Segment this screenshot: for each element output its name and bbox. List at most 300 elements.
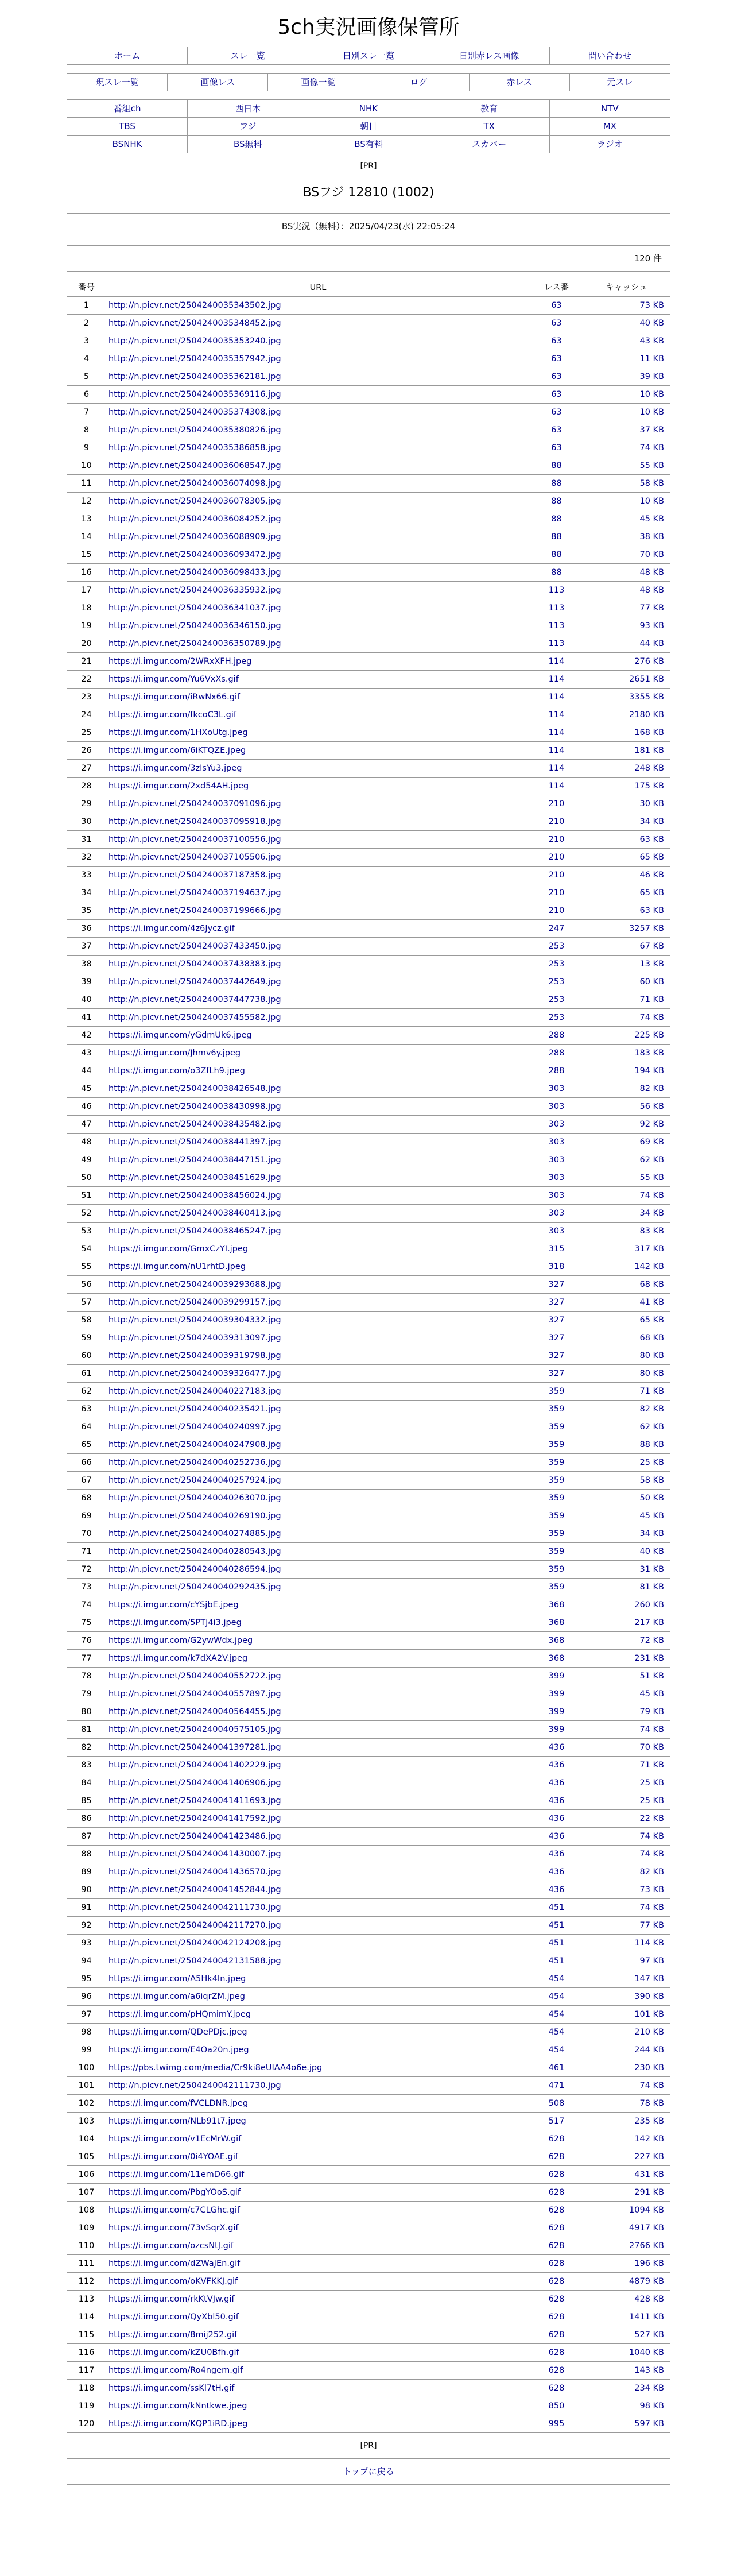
res-number-link[interactable]: 210 xyxy=(548,853,565,862)
cache-size-link[interactable]: 77 KB xyxy=(639,604,664,613)
image-url-link[interactable]: http://n.picvr.net/2504240041402229.jpg xyxy=(108,1761,281,1770)
image-url-link[interactable]: http://n.picvr.net/2504240038426548.jpg xyxy=(108,1084,281,1093)
image-url-link[interactable]: http://n.picvr.net/2504240036098433.jpg xyxy=(108,568,281,577)
res-number-link[interactable]: 63 xyxy=(551,390,562,399)
res-number-link[interactable]: 303 xyxy=(548,1120,565,1129)
image-url-link[interactable]: https://i.imgur.com/kNntkwe.jpeg xyxy=(108,2401,247,2411)
res-number-link[interactable]: 114 xyxy=(548,657,565,666)
image-url-link[interactable]: http://n.picvr.net/2504240040252736.jpg xyxy=(108,1458,281,1467)
res-number-link[interactable]: 210 xyxy=(548,835,565,844)
cache-size-link[interactable]: 22 KB xyxy=(639,1814,664,1823)
cache-size-link[interactable]: 74 KB xyxy=(639,1903,664,1912)
image-url-link[interactable]: https://i.imgur.com/6iKTQZE.jpeg xyxy=(108,746,246,755)
cache-size-link[interactable]: 10 KB xyxy=(639,390,664,399)
nav-link-BSNHK[interactable]: BSNHK xyxy=(112,139,142,149)
image-url-link[interactable]: http://n.picvr.net/2504240036068547.jpg xyxy=(108,461,281,470)
res-number-link[interactable]: 88 xyxy=(551,461,562,470)
cache-size-link[interactable]: 527 KB xyxy=(634,2330,664,2339)
image-url-link[interactable]: https://i.imgur.com/Ro4ngem.gif xyxy=(108,2366,243,2375)
image-url-link[interactable]: http://n.picvr.net/2504240036078305.jpg xyxy=(108,497,281,506)
nav-link-BS無料[interactable]: BS無料 xyxy=(234,139,262,149)
cache-size-link[interactable]: 168 KB xyxy=(634,728,664,737)
nav-link-ホーム[interactable]: ホーム xyxy=(114,51,141,61)
cache-size-link[interactable]: 82 KB xyxy=(639,1405,664,1414)
res-number-link[interactable]: 63 xyxy=(551,443,562,452)
image-url-link[interactable]: http://n.picvr.net/2504240038451629.jpg xyxy=(108,1173,281,1182)
cache-size-link[interactable]: 43 KB xyxy=(639,336,664,346)
image-url-link[interactable]: http://n.picvr.net/2504240036341037.jpg xyxy=(108,604,281,613)
cache-size-link[interactable]: 65 KB xyxy=(639,888,664,898)
image-url-link[interactable]: https://i.imgur.com/KQP1iRD.jpeg xyxy=(108,2419,248,2428)
res-number-link[interactable]: 454 xyxy=(548,2028,565,2037)
image-url-link[interactable]: http://n.picvr.net/2504240039293688.jpg xyxy=(108,1280,281,1289)
res-number-link[interactable]: 359 xyxy=(548,1529,565,1538)
res-number-link[interactable]: 850 xyxy=(548,2401,565,2411)
image-url-link[interactable]: https://i.imgur.com/GmxCzYI.jpeg xyxy=(108,1244,249,1254)
image-url-link[interactable]: https://i.imgur.com/QDePDjc.jpeg xyxy=(108,2028,247,2037)
image-url-link[interactable]: http://n.picvr.net/2504240041406906.jpg xyxy=(108,1778,281,1788)
res-number-link[interactable]: 368 xyxy=(548,1618,565,1627)
res-number-link[interactable]: 451 xyxy=(548,1939,565,1948)
nav-link-ログ[interactable]: ログ xyxy=(410,77,428,87)
image-url-link[interactable]: http://n.picvr.net/2504240038460413.jpg xyxy=(108,1209,281,1218)
image-url-link[interactable]: https://i.imgur.com/11emD66.gif xyxy=(108,2170,245,2179)
cache-size-link[interactable]: 74 KB xyxy=(639,2081,664,2090)
image-url-link[interactable]: http://n.picvr.net/2504240040286594.jpg xyxy=(108,1565,281,1574)
image-url-link[interactable]: https://i.imgur.com/PbgYOoS.gif xyxy=(108,2188,241,2197)
nav-link-TX[interactable]: TX xyxy=(483,121,495,131)
cache-size-link[interactable]: 101 KB xyxy=(634,2010,664,2019)
cache-size-link[interactable]: 62 KB xyxy=(639,1155,664,1165)
res-number-link[interactable]: 303 xyxy=(548,1138,565,1147)
res-number-link[interactable]: 471 xyxy=(548,2081,565,2090)
cache-size-link[interactable]: 58 KB xyxy=(639,1476,664,1485)
image-url-link[interactable]: http://n.picvr.net/2504240040269190.jpg xyxy=(108,1511,281,1521)
image-url-link[interactable]: http://n.picvr.net/2504240039304332.jpg xyxy=(108,1316,281,1325)
image-url-link[interactable]: http://n.picvr.net/2504240036335932.jpg xyxy=(108,586,281,595)
res-number-link[interactable]: 210 xyxy=(548,871,565,880)
image-url-link[interactable]: http://n.picvr.net/2504240035380826.jpg xyxy=(108,426,281,435)
image-url-link[interactable]: http://n.picvr.net/2504240037199666.jpg xyxy=(108,906,281,915)
res-number-link[interactable]: 451 xyxy=(548,1956,565,1966)
cache-size-link[interactable]: 70 KB xyxy=(639,1743,664,1752)
cache-size-link[interactable]: 2180 KB xyxy=(629,710,664,720)
image-url-link[interactable]: http://n.picvr.net/2504240040292435.jpg xyxy=(108,1583,281,1592)
nav-link-スカパー[interactable]: スカパー xyxy=(472,139,507,149)
cache-size-link[interactable]: 431 KB xyxy=(634,2170,664,2179)
res-number-link[interactable]: 359 xyxy=(548,1476,565,1485)
image-url-link[interactable]: https://i.imgur.com/73vSqrX.gif xyxy=(108,2223,239,2233)
cache-size-link[interactable]: 58 KB xyxy=(639,479,664,488)
res-number-link[interactable]: 359 xyxy=(548,1422,565,1432)
image-url-link[interactable]: http://n.picvr.net/2504240037187358.jpg xyxy=(108,871,281,880)
cache-size-link[interactable]: 69 KB xyxy=(639,1138,664,1147)
image-url-link[interactable]: http://n.picvr.net/2504240037100556.jpg xyxy=(108,835,281,844)
cache-size-link[interactable]: 244 KB xyxy=(634,2045,664,2055)
cache-size-link[interactable]: 230 KB xyxy=(634,2063,664,2072)
res-number-link[interactable]: 303 xyxy=(548,1102,565,1111)
image-url-link[interactable]: http://n.picvr.net/2504240041397281.jpg xyxy=(108,1743,281,1752)
image-url-link[interactable]: http://n.picvr.net/2504240040235421.jpg xyxy=(108,1405,281,1414)
image-url-link[interactable]: http://n.picvr.net/2504240035374308.jpg xyxy=(108,408,281,417)
res-number-link[interactable]: 113 xyxy=(548,604,565,613)
res-number-link[interactable]: 88 xyxy=(551,568,562,577)
cache-size-link[interactable]: 38 KB xyxy=(639,532,664,541)
cache-size-link[interactable]: 83 KB xyxy=(639,1227,664,1236)
cache-size-link[interactable]: 60 KB xyxy=(639,977,664,987)
image-url-link[interactable]: https://i.imgur.com/5PTJ4i3.jpeg xyxy=(108,1618,242,1627)
nav-link-MX[interactable]: MX xyxy=(603,121,616,131)
image-url-link[interactable]: http://n.picvr.net/2504240035386858.jpg xyxy=(108,443,281,452)
res-number-link[interactable]: 303 xyxy=(548,1155,565,1165)
image-url-link[interactable]: http://n.picvr.net/2504240035343502.jpg xyxy=(108,301,281,310)
res-number-link[interactable]: 628 xyxy=(548,2206,565,2215)
image-url-link[interactable]: http://n.picvr.net/2504240037442649.jpg xyxy=(108,977,281,987)
cache-size-link[interactable]: 1411 KB xyxy=(629,2312,664,2322)
res-number-link[interactable]: 436 xyxy=(548,1796,565,1805)
res-number-link[interactable]: 114 xyxy=(548,782,565,791)
cache-size-link[interactable]: 143 KB xyxy=(634,2366,664,2375)
res-number-link[interactable]: 628 xyxy=(548,2366,565,2375)
res-number-link[interactable]: 210 xyxy=(548,906,565,915)
cache-size-link[interactable]: 56 KB xyxy=(639,1102,664,1111)
image-url-link[interactable]: https://i.imgur.com/cYSjbE.jpeg xyxy=(108,1600,239,1610)
image-url-link[interactable]: http://n.picvr.net/2504240038456024.jpg xyxy=(108,1191,281,1200)
res-number-link[interactable]: 628 xyxy=(548,2188,565,2197)
res-number-link[interactable]: 113 xyxy=(548,639,565,648)
image-url-link[interactable]: http://n.picvr.net/2504240036074098.jpg xyxy=(108,479,281,488)
cache-size-link[interactable]: 390 KB xyxy=(634,1992,664,2001)
res-number-link[interactable]: 454 xyxy=(548,2010,565,2019)
res-number-link[interactable]: 288 xyxy=(548,1066,565,1076)
cache-size-link[interactable]: 2651 KB xyxy=(629,675,664,684)
cache-size-link[interactable]: 181 KB xyxy=(634,746,664,755)
cache-size-link[interactable]: 73 KB xyxy=(639,1885,664,1894)
image-url-link[interactable]: http://n.picvr.net/2504240040280543.jpg xyxy=(108,1547,281,1556)
image-url-link[interactable]: http://n.picvr.net/2504240037455582.jpg xyxy=(108,1013,281,1022)
cache-size-link[interactable]: 25 KB xyxy=(639,1458,664,1467)
cache-size-link[interactable]: 74 KB xyxy=(639,1725,664,1734)
cache-size-link[interactable]: 317 KB xyxy=(634,1244,664,1254)
res-number-link[interactable]: 368 xyxy=(548,1600,565,1610)
res-number-link[interactable]: 628 xyxy=(548,2384,565,2393)
cache-size-link[interactable]: 68 KB xyxy=(639,1333,664,1343)
image-url-link[interactable]: https://i.imgur.com/o3ZfLh9.jpeg xyxy=(108,1066,245,1076)
nav-link-現スレ一覧[interactable]: 現スレ一覧 xyxy=(95,77,139,87)
res-number-link[interactable]: 327 xyxy=(548,1351,565,1360)
cache-size-link[interactable]: 196 KB xyxy=(634,2259,664,2268)
cache-size-link[interactable]: 71 KB xyxy=(639,1387,664,1396)
cache-size-link[interactable]: 65 KB xyxy=(639,1316,664,1325)
image-url-link[interactable]: https://i.imgur.com/iRwNx66.gif xyxy=(108,693,241,702)
res-number-link[interactable]: 288 xyxy=(548,1049,565,1058)
res-number-link[interactable]: 63 xyxy=(551,354,562,363)
image-url-link[interactable]: http://n.picvr.net/2504240040263070.jpg xyxy=(108,1494,281,1503)
cache-size-link[interactable]: 428 KB xyxy=(634,2295,664,2304)
image-url-link[interactable]: http://n.picvr.net/2504240040240997.jpg xyxy=(108,1422,281,1432)
cache-size-link[interactable]: 597 KB xyxy=(634,2419,664,2428)
res-number-link[interactable]: 508 xyxy=(548,2099,565,2108)
res-number-link[interactable]: 628 xyxy=(548,2259,565,2268)
res-number-link[interactable]: 114 xyxy=(548,693,565,702)
image-url-link[interactable]: http://n.picvr.net/2504240038465247.jpg xyxy=(108,1227,281,1236)
res-number-link[interactable]: 368 xyxy=(548,1654,565,1663)
res-number-link[interactable]: 628 xyxy=(548,2295,565,2304)
image-url-link[interactable]: https://i.imgur.com/rkKtVJw.gif xyxy=(108,2295,235,2304)
res-number-link[interactable]: 247 xyxy=(548,924,565,933)
nav-link-ラジオ[interactable]: ラジオ xyxy=(596,139,623,149)
image-url-link[interactable]: https://i.imgur.com/Yu6VxXs.gif xyxy=(108,675,239,684)
res-number-link[interactable]: 628 xyxy=(548,2152,565,2161)
image-url-link[interactable]: http://n.picvr.net/2504240037447738.jpg xyxy=(108,995,281,1004)
res-number-link[interactable]: 628 xyxy=(548,2312,565,2322)
image-url-link[interactable]: https://pbs.twimg.com/media/Cr9ki8eUIAA4o6e.jpg xyxy=(108,2063,323,2072)
res-number-link[interactable]: 436 xyxy=(548,1814,565,1823)
cache-size-link[interactable]: 248 KB xyxy=(634,764,664,773)
res-number-link[interactable]: 114 xyxy=(548,746,565,755)
nav-link-画像一覧[interactable]: 画像一覧 xyxy=(301,77,336,87)
res-number-link[interactable]: 253 xyxy=(548,995,565,1004)
image-url-link[interactable]: https://i.imgur.com/c7CLGhc.gif xyxy=(108,2206,240,2215)
image-url-link[interactable]: http://n.picvr.net/2504240035369116.jpg xyxy=(108,390,281,399)
res-number-link[interactable]: 359 xyxy=(548,1440,565,1449)
res-number-link[interactable]: 628 xyxy=(548,2241,565,2250)
nav-link-西日本[interactable]: 西日本 xyxy=(235,103,261,114)
cache-size-link[interactable]: 13 KB xyxy=(639,960,664,969)
image-url-link[interactable]: http://n.picvr.net/2504240037091096.jpg xyxy=(108,799,281,809)
image-url-link[interactable]: http://n.picvr.net/2504240035357942.jpg xyxy=(108,354,281,363)
cache-size-link[interactable]: 77 KB xyxy=(639,1921,664,1930)
image-url-link[interactable]: http://n.picvr.net/2504240041452844.jpg xyxy=(108,1885,281,1894)
cache-size-link[interactable]: 45 KB xyxy=(639,1511,664,1521)
cache-size-link[interactable]: 62 KB xyxy=(639,1422,664,1432)
res-number-link[interactable]: 88 xyxy=(551,497,562,506)
image-url-link[interactable]: https://i.imgur.com/v1EcMrW.gif xyxy=(108,2134,242,2144)
res-number-link[interactable]: 318 xyxy=(548,1262,565,1271)
image-url-link[interactable]: https://i.imgur.com/G2ywWdx.jpeg xyxy=(108,1636,253,1645)
nav-link-朝日[interactable]: 朝日 xyxy=(359,121,377,131)
res-number-link[interactable]: 359 xyxy=(548,1458,565,1467)
nav-link-TBS[interactable]: TBS xyxy=(119,121,135,131)
cache-size-link[interactable]: 71 KB xyxy=(639,995,664,1004)
nav-link-日別赤レス画像[interactable]: 日別赤レス画像 xyxy=(459,51,519,61)
cache-size-link[interactable]: 10 KB xyxy=(639,408,664,417)
image-url-link[interactable]: http://n.picvr.net/2504240041423486.jpg xyxy=(108,1832,281,1841)
cache-size-link[interactable]: 68 KB xyxy=(639,1280,664,1289)
res-number-link[interactable]: 359 xyxy=(548,1511,565,1521)
image-url-link[interactable]: http://n.picvr.net/2504240038435482.jpg xyxy=(108,1120,281,1129)
image-url-link[interactable]: http://n.picvr.net/2504240039299157.jpg xyxy=(108,1298,281,1307)
cache-size-link[interactable]: 81 KB xyxy=(639,1583,664,1592)
res-number-link[interactable]: 303 xyxy=(548,1227,565,1236)
cache-size-link[interactable]: 40 KB xyxy=(639,319,664,328)
res-number-link[interactable]: 288 xyxy=(548,1031,565,1040)
cache-size-link[interactable]: 72 KB xyxy=(639,1636,664,1645)
res-number-link[interactable]: 63 xyxy=(551,372,562,381)
image-url-link[interactable]: http://n.picvr.net/2504240042111730.jpg xyxy=(108,1903,281,1912)
res-number-link[interactable]: 359 xyxy=(548,1405,565,1414)
cache-size-link[interactable]: 74 KB xyxy=(639,1832,664,1841)
cache-size-link[interactable]: 40 KB xyxy=(639,1547,664,1556)
cache-size-link[interactable]: 55 KB xyxy=(639,1173,664,1182)
cache-size-link[interactable]: 3257 KB xyxy=(629,924,664,933)
image-url-link[interactable]: https://i.imgur.com/Jhmv6y.jpeg xyxy=(108,1049,241,1058)
image-url-link[interactable]: http://n.picvr.net/2504240036350789.jpg xyxy=(108,639,281,648)
image-url-link[interactable]: http://n.picvr.net/2504240039319798.jpg xyxy=(108,1351,281,1360)
res-number-link[interactable]: 327 xyxy=(548,1280,565,1289)
res-number-link[interactable]: 399 xyxy=(548,1707,565,1716)
image-url-link[interactable]: http://n.picvr.net/2504240036088909.jpg xyxy=(108,532,281,541)
cache-size-link[interactable]: 194 KB xyxy=(634,1066,664,1076)
image-url-link[interactable]: http://n.picvr.net/2504240042111730.jpg xyxy=(108,2081,281,2090)
cache-size-link[interactable]: 39 KB xyxy=(639,372,664,381)
nav-link-元スレ[interactable]: 元スレ xyxy=(607,77,633,87)
res-number-link[interactable]: 253 xyxy=(548,1013,565,1022)
image-url-link[interactable]: https://i.imgur.com/2xd54AH.jpeg xyxy=(108,782,249,791)
image-url-link[interactable]: http://n.picvr.net/2504240039326477.jpg xyxy=(108,1369,281,1378)
cache-size-link[interactable]: 210 KB xyxy=(634,2028,664,2037)
image-url-link[interactable]: http://n.picvr.net/2504240040257924.jpg xyxy=(108,1476,281,1485)
cache-size-link[interactable]: 67 KB xyxy=(639,942,664,951)
nav-link-問い合わせ[interactable]: 問い合わせ xyxy=(588,51,631,61)
image-url-link[interactable]: http://n.picvr.net/2504240042124208.jpg xyxy=(108,1939,281,1948)
res-number-link[interactable]: 210 xyxy=(548,799,565,809)
res-number-link[interactable]: 63 xyxy=(551,319,562,328)
cache-size-link[interactable]: 10 KB xyxy=(639,497,664,506)
cache-size-link[interactable]: 50 KB xyxy=(639,1494,664,1503)
res-number-link[interactable]: 114 xyxy=(548,764,565,773)
res-number-link[interactable]: 454 xyxy=(548,1974,565,1983)
cache-size-link[interactable]: 147 KB xyxy=(634,1974,664,1983)
cache-size-link[interactable]: 74 KB xyxy=(639,1850,664,1859)
cache-size-link[interactable]: 227 KB xyxy=(634,2152,664,2161)
image-url-link[interactable]: http://n.picvr.net/2504240040274885.jpg xyxy=(108,1529,281,1538)
cache-size-link[interactable]: 183 KB xyxy=(634,1049,664,1058)
image-url-link[interactable]: https://i.imgur.com/3zIsYu3.jpeg xyxy=(108,764,242,773)
res-number-link[interactable]: 253 xyxy=(548,960,565,969)
cache-size-link[interactable]: 48 KB xyxy=(639,568,664,577)
res-number-link[interactable]: 88 xyxy=(551,515,562,524)
cache-size-link[interactable]: 291 KB xyxy=(634,2188,664,2197)
res-number-link[interactable]: 253 xyxy=(548,977,565,987)
nav-link-画像レス[interactable]: 画像レス xyxy=(200,77,235,87)
cache-size-link[interactable]: 235 KB xyxy=(634,2117,664,2126)
image-url-link[interactable]: http://n.picvr.net/2504240040575105.jpg xyxy=(108,1725,281,1734)
cache-size-link[interactable]: 44 KB xyxy=(639,639,664,648)
image-url-link[interactable]: http://n.picvr.net/2504240037105506.jpg xyxy=(108,853,281,862)
cache-size-link[interactable]: 73 KB xyxy=(639,301,664,310)
cache-size-link[interactable]: 93 KB xyxy=(639,621,664,631)
image-url-link[interactable]: http://n.picvr.net/2504240035348452.jpg xyxy=(108,319,281,328)
res-number-link[interactable]: 436 xyxy=(548,1832,565,1841)
image-url-link[interactable]: http://n.picvr.net/2504240041430007.jpg xyxy=(108,1850,281,1859)
nav-link-NHK[interactable]: NHK xyxy=(359,103,378,114)
image-url-link[interactable]: http://n.picvr.net/2504240040564455.jpg xyxy=(108,1707,281,1716)
res-number-link[interactable]: 88 xyxy=(551,479,562,488)
image-url-link[interactable]: http://n.picvr.net/2504240037438383.jpg xyxy=(108,960,281,969)
cache-size-link[interactable]: 31 KB xyxy=(639,1565,664,1574)
res-number-link[interactable]: 359 xyxy=(548,1565,565,1574)
cache-size-link[interactable]: 34 KB xyxy=(639,1529,664,1538)
nav-link-フジ[interactable]: フジ xyxy=(239,121,257,131)
image-url-link[interactable]: https://i.imgur.com/oKVFKKJ.gif xyxy=(108,2277,238,2286)
res-number-link[interactable]: 436 xyxy=(548,1743,565,1752)
res-number-link[interactable]: 399 xyxy=(548,1725,565,1734)
res-number-link[interactable]: 315 xyxy=(548,1244,565,1254)
image-url-link[interactable]: http://n.picvr.net/2504240040247908.jpg xyxy=(108,1440,281,1449)
image-url-link[interactable]: http://n.picvr.net/2504240041411693.jpg xyxy=(108,1796,281,1805)
cache-size-link[interactable]: 231 KB xyxy=(634,1654,664,1663)
res-number-link[interactable]: 327 xyxy=(548,1369,565,1378)
cache-size-link[interactable]: 45 KB xyxy=(639,1689,664,1699)
image-url-link[interactable]: http://n.picvr.net/2504240038441397.jpg xyxy=(108,1138,281,1147)
image-url-link[interactable]: https://i.imgur.com/ssKl7tH.gif xyxy=(108,2384,235,2393)
res-number-link[interactable]: 628 xyxy=(548,2348,565,2357)
cache-size-link[interactable]: 71 KB xyxy=(639,1761,664,1770)
res-number-link[interactable]: 454 xyxy=(548,2045,565,2055)
image-url-link[interactable]: https://i.imgur.com/fkcoC3L.gif xyxy=(108,710,236,720)
image-url-link[interactable]: https://i.imgur.com/pHQmimY.jpeg xyxy=(108,2010,251,2019)
image-url-link[interactable]: http://n.picvr.net/2504240038447151.jpg xyxy=(108,1155,281,1165)
image-url-link[interactable]: https://i.imgur.com/ozcsNtJ.gif xyxy=(108,2241,234,2250)
res-number-link[interactable]: 63 xyxy=(551,301,562,310)
cache-size-link[interactable]: 74 KB xyxy=(639,1013,664,1022)
cache-size-link[interactable]: 11 KB xyxy=(639,354,664,363)
image-url-link[interactable]: https://i.imgur.com/8mij252.gif xyxy=(108,2330,238,2339)
image-url-link[interactable]: https://i.imgur.com/nU1rhtD.jpeg xyxy=(108,1262,246,1271)
res-number-link[interactable]: 359 xyxy=(548,1387,565,1396)
nav-link-赤レス[interactable]: 赤レス xyxy=(506,77,532,87)
cache-size-link[interactable]: 41 KB xyxy=(639,1298,664,1307)
cache-size-link[interactable]: 78 KB xyxy=(639,2099,664,2108)
res-number-link[interactable]: 114 xyxy=(548,728,565,737)
res-number-link[interactable]: 253 xyxy=(548,942,565,951)
image-url-link[interactable]: https://i.imgur.com/4z6Jycz.gif xyxy=(108,924,235,933)
image-url-link[interactable]: http://n.picvr.net/2504240036084252.jpg xyxy=(108,515,281,524)
res-number-link[interactable]: 303 xyxy=(548,1209,565,1218)
res-number-link[interactable]: 436 xyxy=(548,1761,565,1770)
cache-size-link[interactable]: 34 KB xyxy=(639,1209,664,1218)
image-url-link[interactable]: http://n.picvr.net/2504240042131588.jpg xyxy=(108,1956,281,1966)
res-number-link[interactable]: 359 xyxy=(548,1583,565,1592)
cache-size-link[interactable]: 79 KB xyxy=(639,1707,664,1716)
image-url-link[interactable]: https://i.imgur.com/NLb91t7.jpeg xyxy=(108,2117,246,2126)
cache-size-link[interactable]: 142 KB xyxy=(634,1262,664,1271)
cache-size-link[interactable]: 74 KB xyxy=(639,1191,664,1200)
cache-size-link[interactable]: 82 KB xyxy=(639,1867,664,1877)
cache-size-link[interactable]: 225 KB xyxy=(634,1031,664,1040)
image-url-link[interactable]: https://i.imgur.com/QyXbl50.gif xyxy=(108,2312,239,2322)
image-url-link[interactable]: http://n.picvr.net/2504240036093472.jpg xyxy=(108,550,281,559)
cache-size-link[interactable]: 55 KB xyxy=(639,461,664,470)
image-url-link[interactable]: https://i.imgur.com/dZWaJEn.gif xyxy=(108,2259,241,2268)
res-number-link[interactable]: 114 xyxy=(548,675,565,684)
res-number-link[interactable]: 628 xyxy=(548,2170,565,2179)
image-url-link[interactable]: http://n.picvr.net/2504240040552722.jpg xyxy=(108,1672,281,1681)
cache-size-link[interactable]: 3355 KB xyxy=(629,693,664,702)
res-number-link[interactable]: 436 xyxy=(548,1867,565,1877)
image-url-link[interactable]: https://i.imgur.com/0i4YOAE.gif xyxy=(108,2152,238,2161)
cache-size-link[interactable]: 25 KB xyxy=(639,1796,664,1805)
res-number-link[interactable]: 995 xyxy=(548,2419,565,2428)
res-number-link[interactable]: 63 xyxy=(551,426,562,435)
cache-size-link[interactable]: 37 KB xyxy=(639,426,664,435)
res-number-link[interactable]: 88 xyxy=(551,532,562,541)
cache-size-link[interactable]: 51 KB xyxy=(639,1672,664,1681)
res-number-link[interactable]: 359 xyxy=(548,1547,565,1556)
cache-size-link[interactable]: 1094 KB xyxy=(629,2206,664,2215)
res-number-link[interactable]: 113 xyxy=(548,621,565,631)
